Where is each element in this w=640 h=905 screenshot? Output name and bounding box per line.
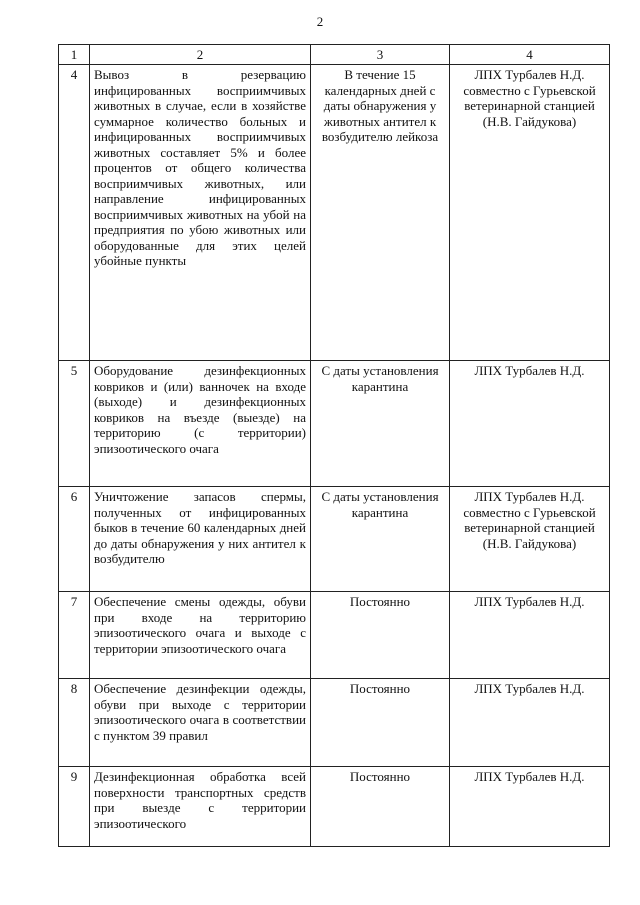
table-row bbox=[59, 65, 610, 361]
deadline-text: Постоянно bbox=[311, 679, 450, 767]
table-header-row bbox=[59, 45, 610, 65]
deadline-text: С даты установления карантина bbox=[311, 361, 450, 487]
table-row bbox=[59, 592, 610, 679]
header-cell: 2 bbox=[90, 45, 311, 65]
header-cell: 4 bbox=[450, 45, 610, 65]
deadline-text: Постоянно bbox=[311, 592, 450, 679]
measure-text: Обеспечение дезинфекции одежды, обуви при выходе с территории эпизоотического очага в соответствии с пунктом 39 правил bbox=[90, 679, 311, 767]
measure-text: Вывоз в резервацию инфицированных восприимчивых животных в случае, если в хозяйстве суммарное количество больных и инфицированных восприимчивых животных составляет 5% и более процентов от общего количества восприимчивых животных, или направление инфицированных восприимчивых животных на убой на предприятия по убою животных или оборудованные для этих целей убойные пункты bbox=[90, 65, 311, 361]
deadline-text: В течение 15 календарных дней с даты обнаружения у животных антител к возбудителю лейкоза bbox=[311, 65, 450, 361]
row-number: 9 bbox=[59, 767, 90, 847]
responsible-text: ЛПХ Турбалев Н.Д. bbox=[450, 767, 610, 847]
responsible-text: ЛПХ Турбалев Н.Д. bbox=[450, 679, 610, 767]
row-number: 8 bbox=[59, 679, 90, 767]
table-row bbox=[59, 679, 610, 767]
measure-text: Уничтожение запасов спермы, полученных от инфицированных быков в течение 60 календарных дней до даты обнаружения у них антител к возбудителю bbox=[90, 487, 311, 592]
page-number: 2 bbox=[316, 14, 324, 29]
measures-table bbox=[58, 44, 610, 847]
measure-text: Оборудование дезинфекционных ковриков и (или) ванночек на входе (выходе) и дезинфекционных ковриков на въезде (выезде) на территорию (с территории) эпизоотического очага bbox=[90, 361, 311, 487]
responsible-text: ЛПХ Турбалев Н.Д. bbox=[450, 592, 610, 679]
responsible-text: ЛПХ Турбалев Н.Д. совместно с Гурьевской ветеринарной станцией (Н.В. Гайдукова) bbox=[450, 487, 610, 592]
deadline-text: Постоянно bbox=[311, 767, 450, 847]
deadline-text: С даты установления карантина bbox=[311, 487, 450, 592]
header-cell: 1 bbox=[59, 45, 90, 65]
row-number: 7 bbox=[59, 592, 90, 679]
row-number: 4 bbox=[59, 65, 90, 361]
measure-text: Дезинфекционная обработка всей поверхности транспортных средств при выезде с территории эпизоотического bbox=[90, 767, 311, 847]
responsible-text: ЛПХ Турбалев Н.Д. совместно с Гурьевской ветеринарной станцией (Н.В. Гайдукова) bbox=[450, 65, 610, 361]
row-number: 5 bbox=[59, 361, 90, 487]
table-row bbox=[59, 487, 610, 592]
table-row bbox=[59, 361, 610, 487]
header-cell: 3 bbox=[311, 45, 450, 65]
row-number: 6 bbox=[59, 487, 90, 592]
measure-text: Обеспечение смены одежды, обуви при входе на территорию эпизоотического очага и выходе с территории эпизоотического очага bbox=[90, 592, 311, 679]
table-row bbox=[59, 767, 610, 847]
responsible-text: ЛПХ Турбалев Н.Д. bbox=[450, 361, 610, 487]
